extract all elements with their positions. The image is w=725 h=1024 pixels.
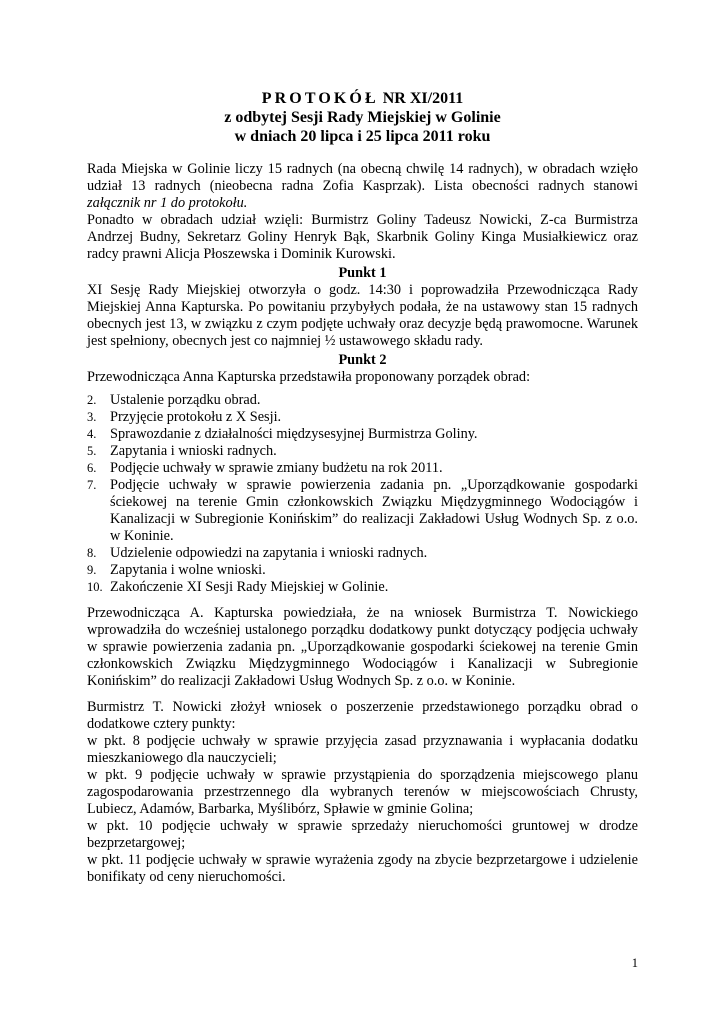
agenda-item-number: 8. bbox=[87, 546, 97, 560]
punkt-1-heading: Punkt 1 bbox=[338, 265, 387, 281]
additional-point-11: w pkt. 11 podjęcie uchwały w sprawie wyrażenia zgody na zbycie bezprzetargowe i udzielenie bonifikaty od ceny nieruchomości. bbox=[87, 852, 638, 885]
kapturska-paragraph: Przewodnicząca A. Kapturska powiedziała, że na wniosek Burmistrza T. Nowickiego wprowadziła do wcześniej ustalonego porządku dodatkowy punkt dotyczący podjęcia uchwały w sprawie powierzenia zadania pn. „Uporządkowanie gospodarki ściekowej na terenie Gmin członkowskich Związku Międzygminnego Wodociągów i Kanalizacji w Subregionie Konińskim” do realizacji Zakładowi Usług Wodnych Sp. z o.o. w Koninie. bbox=[87, 605, 638, 689]
punkt-2-heading: Punkt 2 bbox=[338, 352, 387, 368]
agenda-item-text: Podjęcie uchwały w sprawie powierzenia zadania pn. „Uporządkowanie gospodarki ściekowej na terenie Gmin członkowskich Związku Międzygminnego Wodociągów i Kanalizacji w Subregionie Konińskim” do realizacji Zakładowi Usług Wodnych Sp. z o.o. w Koninie. bbox=[110, 477, 638, 544]
title-line-2: z odbytej Sesji Rady Miejskiej w Golinie bbox=[224, 109, 501, 126]
title-line-1 bbox=[87, 89, 638, 108]
agenda-item-number: 10. bbox=[87, 580, 103, 594]
agenda-item-number: 4. bbox=[87, 427, 97, 441]
intro-paragraph-1 bbox=[87, 161, 638, 212]
agenda-item bbox=[87, 477, 638, 545]
agenda-item-text: Przyjęcie protokołu z X Sesji. bbox=[110, 409, 282, 425]
agenda-item-text: Zakończenie XI Sesji Rady Miejskiej w Golinie. bbox=[110, 579, 389, 595]
additional-point-8: w pkt. 8 podjęcie uchwały w sprawie przyjęcia zasad przyznawania i wypłacania dodatku mieszkaniowego dla nauczycieli; bbox=[87, 733, 638, 766]
title-number: NR XI/2011 bbox=[382, 90, 464, 107]
attachment-reference: załącznik nr 1 do protokołu. bbox=[87, 195, 248, 211]
punkt-1-text: XI Sesję Rady Miejskiej otworzyła o godz. 14:30 i poprowadziła Przewodnicząca Rady Miejskiej Anna Kapturska. Po powitaniu przybyłych podała, że na ustawowy stan 15 radnych obecnych jest 13, w związku z czym podjęte uchwały oraz decyzje będą prawomocne. Warunek jest spełniony, obecnych jest co najmniej ½ ustawowego składu rady. bbox=[87, 282, 638, 349]
agenda-item bbox=[87, 426, 638, 443]
agenda-item bbox=[87, 443, 638, 460]
agenda-item bbox=[87, 545, 638, 562]
agenda-item bbox=[87, 460, 638, 477]
agenda-item-text: Zapytania i wnioski radnych. bbox=[110, 443, 277, 459]
agenda-item-number: 3. bbox=[87, 410, 97, 424]
agenda-list bbox=[87, 392, 638, 596]
document-title bbox=[87, 89, 638, 146]
additional-point-10: w pkt. 10 podjęcie uchwały w sprawie sprzedaży nieruchomości gruntowej w drodze bezprzetargowej; bbox=[87, 818, 638, 851]
page-number: 1 bbox=[631, 956, 638, 970]
document-body bbox=[87, 161, 638, 886]
agenda-item-text: Udzielenie odpowiedzi na zapytania i wnioski radnych. bbox=[110, 545, 428, 561]
agenda-item bbox=[87, 579, 638, 596]
agenda-item-number: 5. bbox=[87, 444, 97, 458]
agenda-item-number: 6. bbox=[87, 461, 97, 475]
punkt-2-intro: Przewodnicząca Anna Kapturska przedstawiła proponowany porządek obrad: bbox=[87, 369, 531, 385]
agenda-item-text: Zapytania i wolne wnioski. bbox=[110, 562, 266, 578]
agenda-item bbox=[87, 409, 638, 426]
title-protokol: PROTOKÓŁ bbox=[261, 90, 379, 107]
intro-paragraph-1-text: Rada Miejska w Golinie liczy 15 radnych (na obecną chwilę 14 radnych), w obradach wzięło udział 13 radnych (nieobecna radna Zofia Kasprzak). Lista obecności radnych stanowi bbox=[87, 161, 638, 194]
agenda-item-number: 9. bbox=[87, 563, 97, 577]
agenda-item-text: Podjęcie uchwały w sprawie zmiany budżetu na rok 2011. bbox=[110, 460, 443, 476]
agenda-item bbox=[87, 392, 638, 409]
additional-point-9: w pkt. 9 podjęcie uchwały w sprawie przystąpienia do sporządzenia miejscowego planu zagospodarowania przestrzennego dla wybranych terenów w miejscowościach Chrusty, Lubiecz, Adamów, Barbarka, Myślibórz, Spławie w gminie Golina; bbox=[87, 767, 638, 817]
agenda-item bbox=[87, 562, 638, 579]
intro-paragraph-2: Ponadto w obradach udział wzięli: Burmistrz Goliny Tadeusz Nowicki, Z-ca Burmistrza Andrzej Budny, Sekretarz Goliny Henryk Bąk, Skarbnik Goliny Kinga Musiałkiewicz oraz radcy prawni Alicja Płoszewska i Dominik Kurowski. bbox=[87, 212, 638, 262]
agenda-item-text: Sprawozdanie z działalności międzysesyjnej Burmistrza Goliny. bbox=[110, 426, 478, 442]
title-line-3: w dniach 20 lipca i 25 lipca 2011 roku bbox=[234, 128, 491, 145]
agenda-item-number: 7. bbox=[87, 478, 97, 492]
agenda-item-text: Ustalenie porządku obrad. bbox=[110, 392, 261, 408]
agenda-item-number: 2. bbox=[87, 393, 97, 407]
nowicki-paragraph: Burmistrz T. Nowicki złożył wniosek o poszerzenie przedstawionego porządku obrad o dodatkowe cztery punkty: bbox=[87, 699, 638, 732]
